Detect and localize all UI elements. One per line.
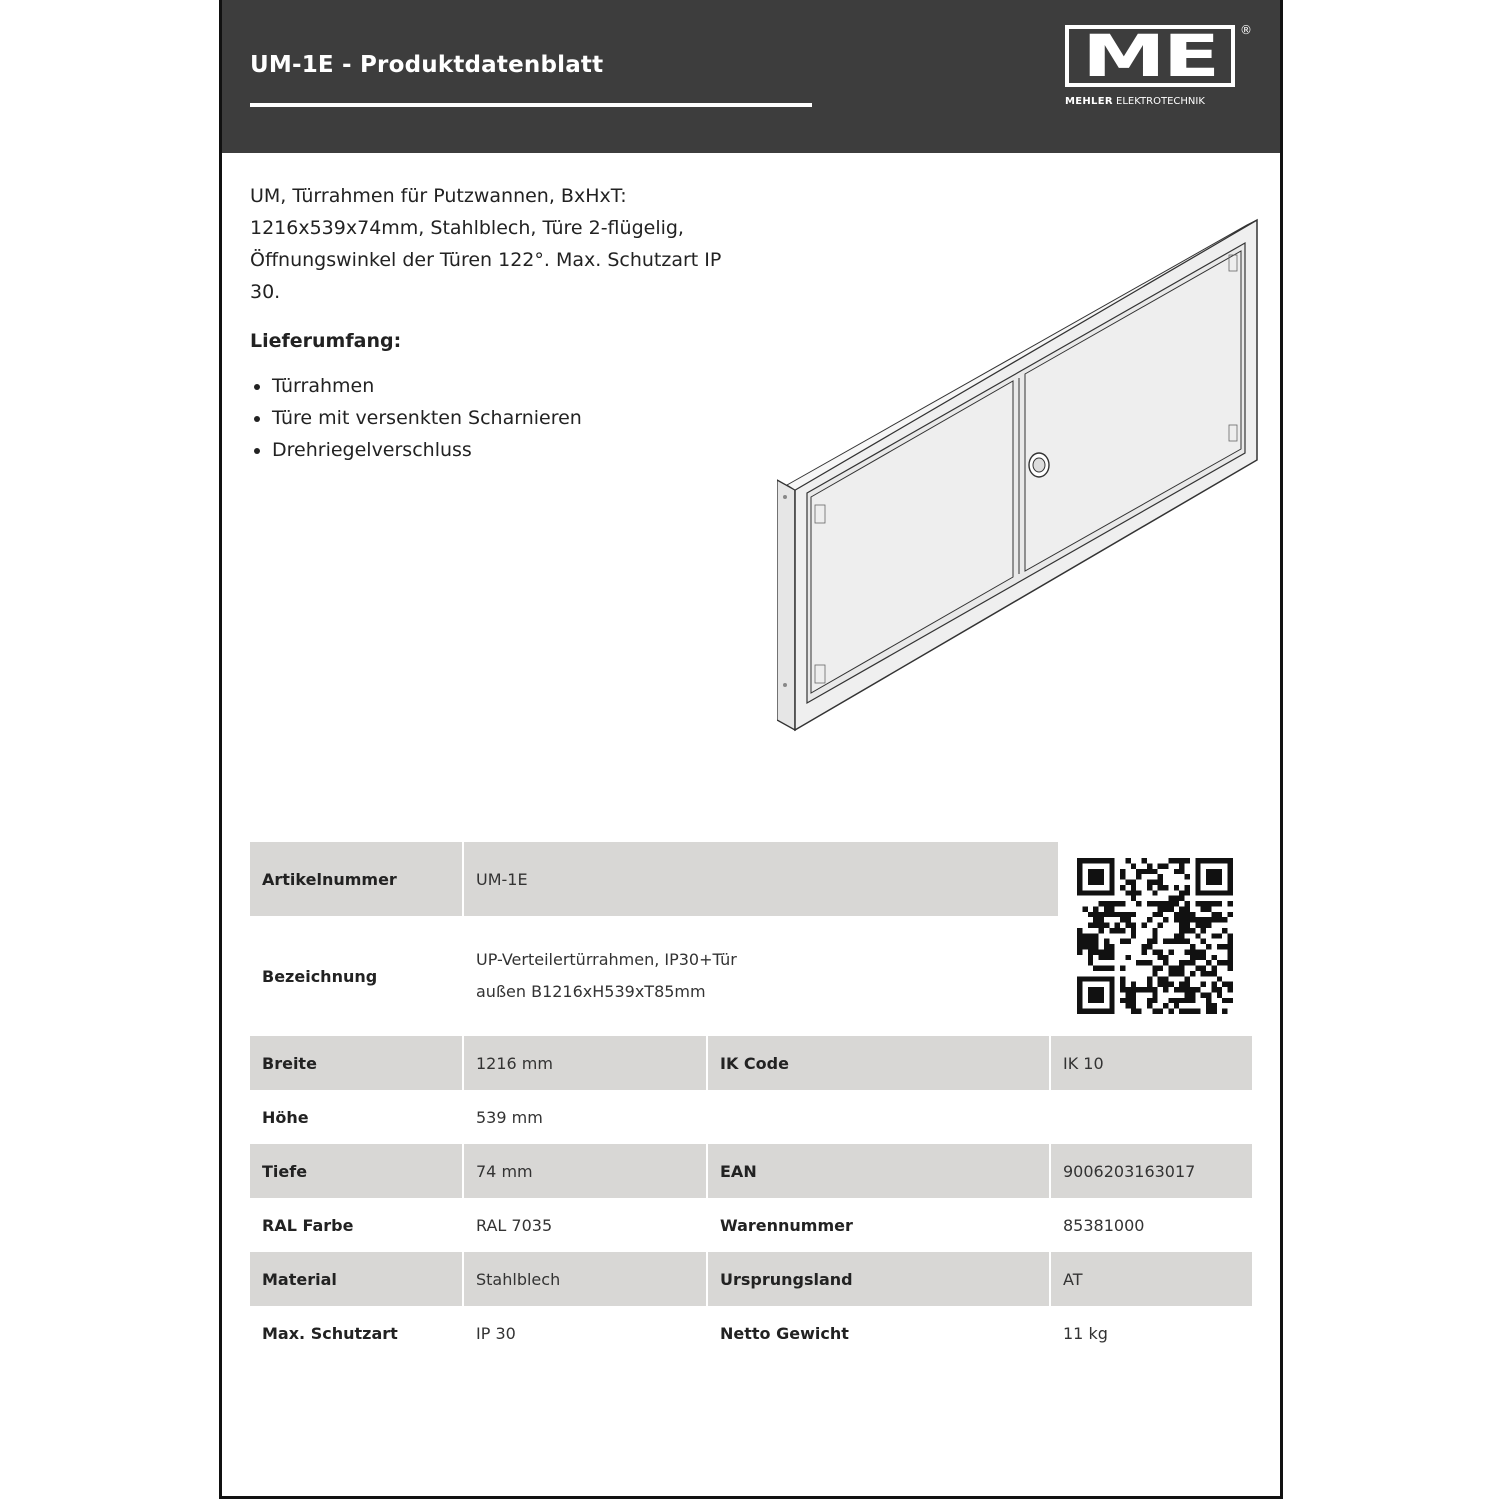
spec-row-schutzart [250,1306,1252,1360]
spec-label: Max. Schutzart [262,1323,398,1343]
spec-value: RAL 7035 [476,1215,553,1235]
spec-value: IK 10 [1051,1036,1252,1090]
spec-value: 74 mm [464,1144,706,1198]
spec-label: Breite [250,1036,462,1090]
title-underline [250,103,812,107]
spec-value [1051,1090,1252,1144]
spec-row-material [250,1252,1252,1306]
scope-item: • Türe mit versenkten Scharnieren [272,402,582,434]
spec-label: Tiefe [250,1144,462,1198]
qr-code [1077,858,1233,1014]
logo-brand: MEHLER [1065,96,1113,107]
scope-heading: Lieferumfang: [250,330,402,352]
spec-label: Höhe [262,1107,309,1127]
spec-label: Bezeichnung [262,966,378,986]
spec-row-bezeichnung [250,918,1058,1034]
spec-value [464,918,1058,1034]
spec-row-artikelnummer [250,842,1058,916]
datasheet-page [219,0,1283,1499]
spec-value-line: UP-Verteilertürrahmen, IP30+Tür [476,950,737,969]
header-bar [222,0,1280,153]
spec-row-hoehe [250,1090,1252,1144]
product-description: UM, Türrahmen für Putzwannen, BxHxT: 1216x539x74mm, Stahlblech, Türe 2-flügelig, Öffnungswinkel der Türen 122°. Max. Schutzart IP 30. [250,185,722,303]
product-image [777,215,1267,735]
scope-list [250,370,582,466]
spec-row-tiefe [250,1144,1252,1198]
spec-value: Stahlblech [464,1252,706,1306]
spec-label: Ursprungsland [708,1252,1049,1306]
mehler-logo [1065,22,1252,115]
spec-value: 11 kg [1063,1323,1108,1343]
spec-label: Artikelnummer [250,842,462,916]
spec-value: 85381000 [1063,1215,1145,1235]
spec-label: EAN [708,1144,1049,1198]
spec-label [708,1090,1049,1144]
spec-label: Warennummer [720,1215,853,1235]
spec-value: 9006203163017 [1051,1144,1252,1198]
registered-mark: ® [1240,23,1252,37]
scope-item: • Drehriegelverschluss [272,434,582,466]
spec-value: 1216 mm [464,1036,706,1090]
logo-letters: ME [1082,22,1218,90]
spec-label: RAL Farbe [262,1215,354,1235]
spec-row-breite [250,1036,1252,1090]
spec-value: UM-1E [464,842,1058,916]
logo-box [1065,22,1235,90]
spec-value-line: außen B1216xH539xT85mm [476,982,706,1001]
spec-row-ral [250,1198,1252,1252]
spec-value: IP 30 [476,1323,516,1343]
spec-label: IK Code [708,1036,1049,1090]
scope-item: • Türrahmen [272,370,582,402]
logo-subtitle [1065,96,1205,107]
spec-label: Netto Gewicht [720,1323,849,1343]
spec-value: 539 mm [476,1107,543,1127]
logo-sub-text: ELEKTROTECHNIK [1116,96,1205,107]
spec-label: Material [250,1252,462,1306]
spec-value: AT [1051,1252,1252,1306]
page-title: UM-1E - Produktdatenblatt [250,52,604,78]
